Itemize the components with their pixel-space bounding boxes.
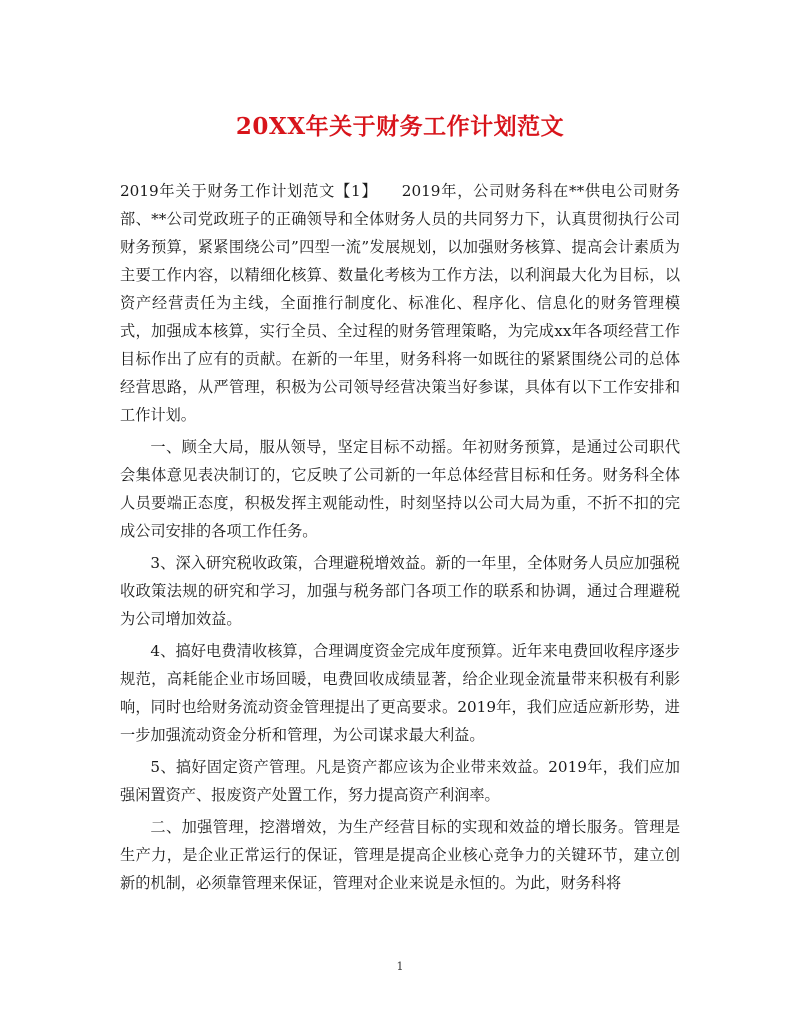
paragraph-intro: 2019年关于财务工作计划范文【1】 2019年，公司财务科在**供电公司财务部、**公司党政班子的正确领导和全体财务人员的共同努力下，认真贯彻执行公司财务预算，紧紧围绕公司”四型一流”发展规划，以加强财务核算、提高会计素质为主要工作内容，以精细化核算、数量化考核为工作方法，以利润最大化为目标，以资产经营责任为主线，全面推行制度化、标准化、程序化、信息化的财务管理模式，加强成本核算，实行全员、全过程的财务管理策略，为完成xx年各项经营工作目标作出了应有的贡献。在新的一年里，财务科将一如既往的紧紧围绕公司的总体经营思路，从严管理，积极为公司领导经营决策当好参谋，具体有以下工作安排和工作计划。 xyxy=(120,182,680,424)
document-body xyxy=(120,177,680,897)
paragraph-section-1: 一、顾全大局，服从领导，坚定目标不动摇。年初财务预算，是通过公司职代会集体意见表决制订的，它反映了公司新的一年总体经营目标和任务。财务科全体人员要端正态度，积极发挥主观能动性，时刻坚持以公司大局为重，不折不扣的完成公司安排的各项工作任务。 xyxy=(120,438,680,540)
paragraph-item-5: 5、搞好固定资产管理。凡是资产都应该为企业带来效益。2019年，我们应加强闲置资产、报废资产处置工作，努力提高资产利润率。 xyxy=(120,758,680,804)
paragraph-item-4: 4、搞好电费清收核算，合理调度资金完成年度预算。近年来电费回收程序逐步规范，高耗能企业市场回暖，电费回收成绩显著，给企业现金流量带来积极有利影响，同时也给财务流动资金管理提出了更高要求。2019年，我们应适应新形势，进一步加强流动资金分析和管理，为公司谋求最大利益。 xyxy=(120,642,680,744)
page-number: 1 xyxy=(396,960,404,973)
paragraph-item-3: 3、深入研究税收政策，合理避税增效益。新的一年里，全体财务人员应加强税收政策法规的研究和学习，加强与税务部门各项工作的联系和协调，通过合理避税为公司增加效益。 xyxy=(120,554,680,628)
document-title: 20XX年关于财务工作计划范文 xyxy=(235,113,565,140)
paragraph-section-2: 二、加强管理，挖潜增效，为生产经营目标的实现和效益的增长服务。管理是生产力，是企业正常运行的保证，管理是提高企业核心竞争力的关键环节，建立创新的机制，必须靠管理来保证，管理对企业来说是永恒的。为此，财务科将 xyxy=(120,818,680,892)
